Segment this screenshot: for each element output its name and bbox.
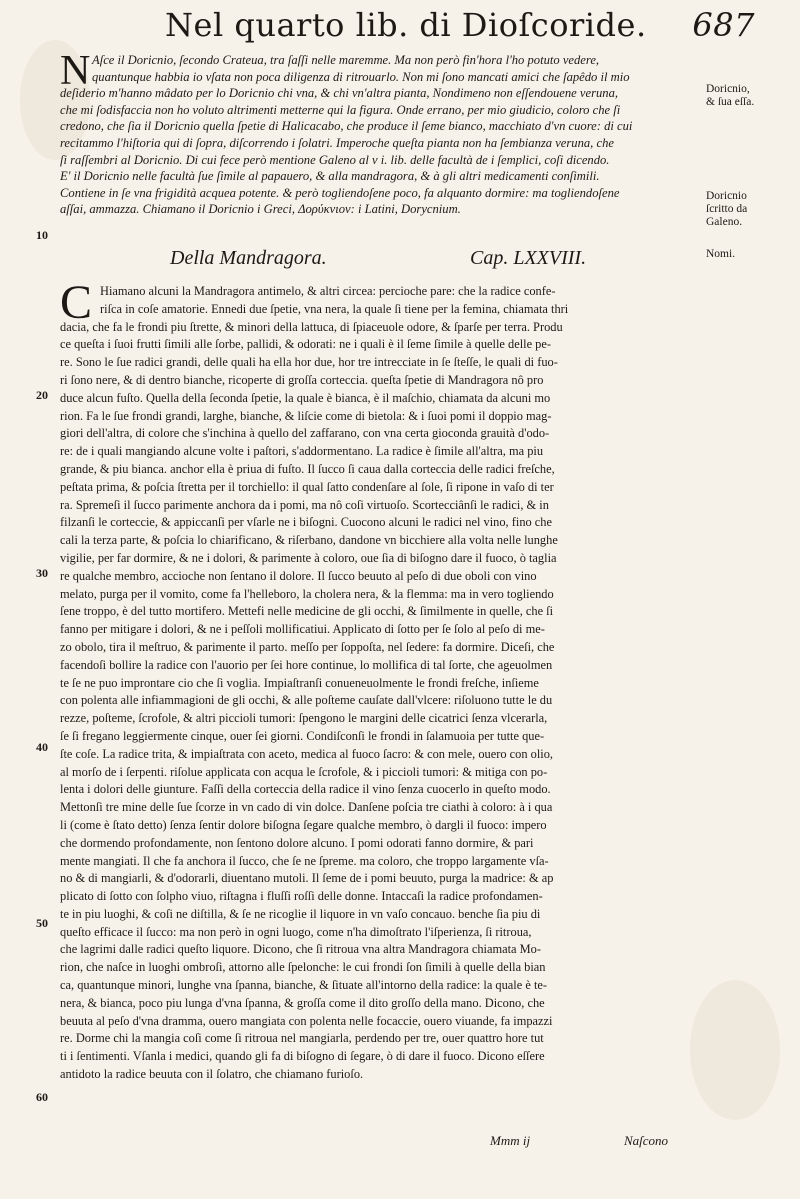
- body-line: grande, & piu bianca. anchor ella è priua di fuſto. Il ſucco ſi caua dalla corteccia delle radici freſche,: [60, 461, 555, 476]
- body-line: che dormendo profondamente, non ſentono dolore alcuno. I pomi odorati fanno dormire, & pari: [60, 835, 534, 850]
- intro-line: Contiene in ſe vna frigidità acquea potente. & però togliendoſene poco, fa alquanto dormire: ma togliendoſene: [60, 185, 620, 200]
- body-line: nera, & bianca, poco piu lunga d'vna ſpanna, & groſſa come il dito groſſo della mano. Dicono, che: [60, 995, 545, 1010]
- intro-line: deſiderio m'hanno mâdato per lo Doricnio chi vna, & chi vn'altra pianta, Nondimeno non eſſendouene veruna,: [60, 86, 619, 101]
- body-line: ca, quantunque minori, lunghe vna ſpanna, bianche, & ſituate all'intorno della radice: la quale è te-: [60, 978, 548, 993]
- body-line: che lagrimi dalle radici queſto liquore. Dicono, che ſi ritroua vna altra Mandragora chiamata Mo-: [60, 942, 541, 957]
- line-number: 50: [36, 916, 48, 930]
- chapter-body: [60, 276, 700, 1084]
- line-number: 30: [36, 566, 48, 580]
- running-title: Nel quarto lib. di Dioſcoride.: [165, 6, 647, 44]
- body-line: ra. Spremeſi il ſucco parimente anchora da i pomi, ma nô coſi virtuoſo. Scortecciânſi le radici, & in: [60, 497, 549, 512]
- body-line: giori dell'altra, di colore che s'inchina à quello del zaffarano, con vna certa gioconda grauità d'odo-: [60, 426, 550, 441]
- catchword: Naſcono: [624, 1133, 669, 1148]
- line-number: 60: [36, 1090, 48, 1104]
- body-line: dacia, che fa le frondi piu ſtrette, & minori della lattuca, di ſpiaceuole odore, & ſparſe per terra. Produ: [60, 319, 563, 334]
- body-line: riſca in coſe amatorie. Ennedi due ſpetie, vna nera, la quale ſi tiene per la femina, chiamata thri: [100, 301, 569, 316]
- body-line: melato, purga per il vomito, come fa l'helleboro, la cholera nera, & la flemma: ma in vero togliendo: [60, 586, 554, 601]
- body-line: mente mangiati. Il che fa anchora il ſucco, che ſe ne ſpreme. ma coloro, che troppo largamente vſa-: [60, 853, 549, 868]
- body-line: ce queſta i ſuoi frutti ſimili alle ſorbe, pallidi, & odorati: ne i quali è il ſeme ſimile à quelle delle pe-: [60, 337, 552, 352]
- intro-line: che mi ſodisfaccia non ho voluto altrimenti metterne qui la figura. Onde errano, per mio giudicio, coloro che ſi: [60, 102, 621, 117]
- body-line: re. Dorme chi la mangia coſi come ſi ritroua nel mangiarla, perdendo per tre, ouer quattro hore tut: [60, 1031, 544, 1046]
- intro-dropcap: N: [60, 48, 91, 94]
- line-number: 10: [36, 228, 48, 242]
- body-line: queſto efficace il ſucco: ma non però in ogni luogo, come n'ha dimoſtrato l'iſperienza, ſi ritroua,: [60, 924, 532, 939]
- body-line: plicato di ſotto con ſolpho viuo, riſtagna i fluſſi roſſi delle donne. Intaccaſi la radice profondamen-: [60, 889, 543, 904]
- body-line: rezze, poſteme, ſcrofole, & altri piccioli tumori: ſpengono le margini delle cicatrici ſenza vlcerarla,: [60, 711, 548, 726]
- body-line: Hiamano alcuni la Mandragora antimelo, & altri circea: percioche pare: che la radice confe-: [100, 284, 556, 298]
- body-line: re qualche membro, accioche non ſentano il dolore. Il ſucco beuuto al peſo di due oboli con vino: [60, 568, 537, 583]
- body-line: con polenta alle infiammagioni de gli occhi, & alle poſteme cauſate dall'vlcere: riſoluono tutte le du: [60, 693, 553, 708]
- body-line: te ſe ne puo improntare cio che ſi voglia. Impiaſtranſi conueneuolmente le frondi freſche, inſieme: [60, 675, 539, 690]
- margin-note: [706, 190, 786, 229]
- body-line: antidoto la radice beuuta con il ſolatro, che chiamano furioſo.: [60, 1067, 364, 1082]
- intro-paragraph: [60, 48, 700, 218]
- paper-stain: [690, 980, 780, 1120]
- running-header: [165, 4, 755, 48]
- body-line: li (come è ſtato detto) ſenza ſentir dolore biſogna ſegare qualche membro, ò dargli il fuoco: impero: [60, 817, 547, 832]
- page-footer: [490, 1133, 710, 1153]
- body-line: Mettonſi tre mine delle ſue ſcorze in vn cado di vin dolce. Danſene poſcia tre ciathi à coloro: à i qua: [60, 800, 553, 815]
- body-line: rion, che naſce in luoghi ombroſi, attorno alle ſpelonche: le cui frondi ſon ſimili à quelle della bian: [60, 960, 546, 975]
- line-number: 40: [36, 740, 48, 754]
- body-line: beuuta al peſo d'vna dramma, ouero mangiata con polenta nelle focaccie, ouero viuande, fa impazzi: [60, 1013, 553, 1028]
- signature-mark: Mmm ij: [490, 1133, 531, 1148]
- intro-line: E' il Doricnio nelle facultà ſue ſimile al papauero, & alla mandragora, & à gli altri medicamenti conſimili.: [60, 169, 600, 184]
- body-line: al morſo de i ſerpenti. riſolue applicata con acqua le ſcrofole, & i piccioli tumori: & mitiga con po-: [60, 764, 548, 779]
- body-line: zo obolo, tira il meſtruo, & parimente il parto. meſſo per ſoppoſta, nel ſedere: fa dormire. Diceſi, che: [60, 639, 555, 654]
- body-dropcap: C: [60, 276, 93, 329]
- body-line: lenta i dolori delle giunture. Faſſi della corteccia della radice il vino ſenza cuocerlo in queſto modo.: [60, 782, 551, 797]
- margin-note: [706, 83, 786, 109]
- margin-note-line: & ſua eſſa.: [706, 96, 755, 108]
- intro-line: aſſai, ammazza. Chiamano il Doricnio i Greci, Δορύκνιον: i Latini, Dorycnium.: [60, 202, 461, 217]
- intro-line: credono, che ſia il Doricnio quella ſpetie di Halicacabo, che produce il ſeme bianco, macchiato d'vn cuore: di cui: [60, 119, 633, 134]
- margin-note: [706, 248, 786, 261]
- body-line: ri ſono nere, & di dentro bianche, ricoperte di groſſa corteccia. queſta ſpetie di Mandragora nô pro: [60, 372, 544, 387]
- body-line: vigilie, per far dormire, & ne i dolori, & parimente à coloro, oue ſia di biſogno dare il fuoco, ò taglia: [60, 550, 557, 565]
- body-line: ti i ſentimenti. Vſanla i medici, quando gli fa di biſogno di ſegare, ò di dare il fuoco. Dicono eſſere: [60, 1049, 545, 1064]
- margin-note-line: Doricnio,: [706, 83, 750, 95]
- chapter-title: Della Mandragora.: [170, 247, 327, 269]
- margin-note-line: Doricnio: [706, 190, 747, 202]
- body-line: cali la terza parte, & poſcia lo chiarificano, & riſerbano, dandone vn bicchiere alla volta nelle lunghe: [60, 533, 558, 548]
- chapter-number: Cap. LXXVIII.: [470, 247, 587, 269]
- body-line: duce alcun fuſto. Quella della ſeconda ſpetie, la quale è bianca, è il maſchio, chiamata da alcuni mo: [60, 390, 551, 405]
- margin-note-line: Galeno.: [706, 216, 743, 228]
- margin-note-line: Nomi.: [706, 248, 736, 260]
- intro-line: recitammo l'hiſtoria qui di ſopra, diſcorrendo i ſolatri. Imperoche queſta pianta non ha ſembianza veruna, che: [60, 135, 614, 150]
- body-line: filzanſi le corteccie, & appiccanſi per vſarle ne i biſogni. Cuocono alcuni le radici nel vino, fino che: [60, 515, 552, 530]
- line-number: 20: [36, 388, 48, 402]
- body-line: fanno per mitigare i dolori, & ne i peſſoli mollificatiui. Applicato di ſotto per ſe ſolo al peſo di me-: [60, 622, 545, 637]
- chapter-heading: [170, 247, 650, 273]
- body-line: re. Sono le ſue radici grandi, delle quali ha ella hor due, hor tre intrecciate in ſe ſteſſe, le quali di fuo-: [60, 355, 558, 370]
- body-line: re: de i quali mangiando alcune volte i paſtori, s'addormentano. La radice è ſimile all'altra, ma piu: [60, 444, 544, 459]
- body-line: te in piu luoghi, & coſi ne diſtilla, & ſe ne ricoglie il liquore in vn vaſo concauo. benche ſia piu di: [60, 906, 541, 921]
- body-line: no & di mangiarli, & d'odorarli, diuentano mutoli. Il ſeme de i pomi beuuto, purga la madrice: & ap: [60, 871, 554, 886]
- body-line: ſene troppo, è del tutto mortifero. Mettefi nelle medicine de gli occhi, & ſimilmente in quelle, che ſi: [60, 604, 554, 619]
- body-line: facendoſi bollire la radice con l'auorio per ſei hore continue, lo mollifica di tal ſorte, che ageuolmen: [60, 657, 553, 672]
- intro-line: ſi raſſembri al Doricnio. Di cui fece però mentione Galeno al v i. lib. delle facultà de i ſemplici, coſi dicendo.: [60, 152, 610, 167]
- intro-line: Aſce il Doricnio, ſecondo Crateua, tra ſaſſi nelle maremme. Ma non però fin'hora l'ho potuto vedere,: [92, 53, 600, 67]
- page-number: 687: [692, 6, 755, 44]
- margin-note-line: ſcritto da: [706, 203, 748, 215]
- intro-line: quantunque habbia io vſata non poca diligenza di ritrouarlo. Non mi ſono mancati amici che ſapêdo il mio: [92, 69, 630, 84]
- body-line: rion. Fa le ſue frondi grandi, larghe, bianche, & liſcie come di bietola: & i ſuoi pomi il doppio mag-: [60, 408, 552, 423]
- body-line: ſe ſi fregano leggiermente cinque, ouer ſei giorni. Condiſconſi le frondi in ſalamuoia per tutte que-: [60, 728, 545, 743]
- body-line: ſte coſe. La radice trita, & impiaſtrata con aceto, medica al fuoco ſacro: & con mele, ouero con olio,: [60, 746, 554, 761]
- body-line: peſtata prima, & poſcia ſtretta per il torchiello: il qual ſatto condenſare al ſole, ſi ripone in vaſo di ter: [60, 479, 554, 494]
